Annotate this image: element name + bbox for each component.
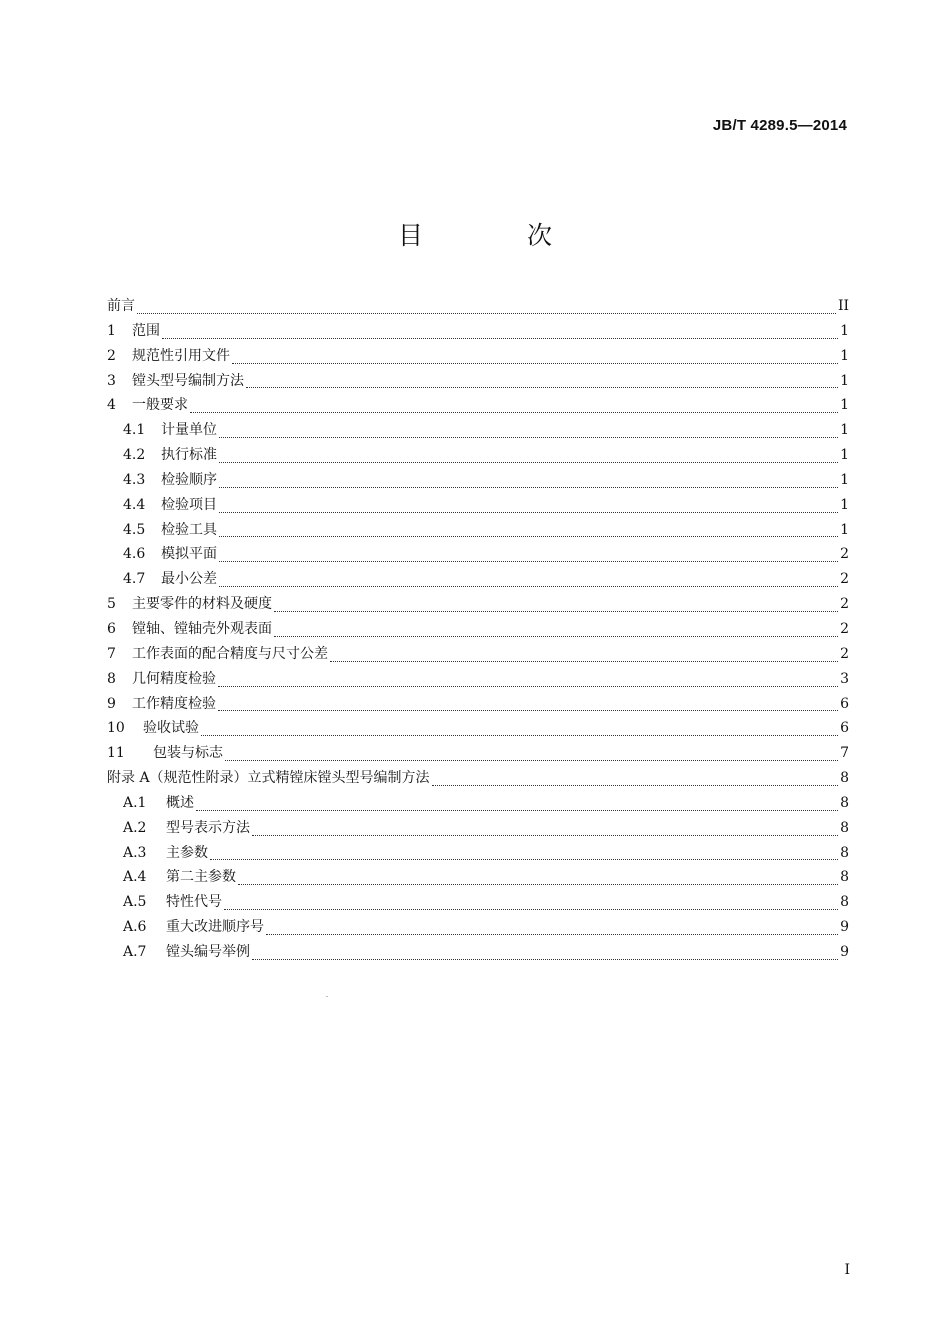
toc-dot-leader bbox=[252, 835, 838, 836]
toc-entry-number: 9 bbox=[107, 695, 116, 712]
toc-entry-number: 7 bbox=[107, 645, 116, 662]
toc-entry[interactable] bbox=[107, 468, 849, 493]
toc-entry-title: 模拟平面 bbox=[161, 546, 217, 563]
toc-entry-title: 几何精度检验 bbox=[132, 670, 216, 687]
toc-entry-title: 前言 bbox=[107, 298, 135, 314]
table-of-contents bbox=[107, 294, 849, 965]
toc-entry-page: 8 bbox=[840, 770, 849, 787]
toc-dot-leader bbox=[274, 611, 838, 612]
toc-title: 目 次 bbox=[398, 221, 600, 250]
toc-entry-number: 4.5 bbox=[123, 521, 146, 538]
toc-entry-page: 7 bbox=[840, 745, 849, 762]
toc-entry-number: 6 bbox=[107, 620, 116, 637]
toc-dot-leader bbox=[137, 313, 836, 314]
toc-entry[interactable] bbox=[107, 344, 849, 369]
toc-entry-page: II bbox=[837, 298, 849, 314]
toc-entry-page: 2 bbox=[840, 571, 849, 588]
toc-entry-title: 检验项目 bbox=[161, 496, 217, 513]
toc-entry-number: A.1 bbox=[123, 794, 147, 811]
toc-entry-number: 4.7 bbox=[123, 571, 146, 588]
toc-entry-page: 2 bbox=[840, 645, 849, 662]
toc-entry-page: 3 bbox=[840, 670, 849, 687]
toc-entry-number: 5 bbox=[107, 596, 116, 613]
toc-entry-title: 最小公差 bbox=[161, 571, 217, 588]
toc-dot-leader bbox=[219, 437, 838, 438]
toc-entry-number: 2 bbox=[107, 347, 116, 364]
toc-entry-page: 1 bbox=[840, 521, 849, 538]
toc-entry-page: 2 bbox=[840, 596, 849, 613]
toc-entry-page: 8 bbox=[840, 844, 849, 861]
toc-entry[interactable] bbox=[107, 567, 849, 592]
toc-entry[interactable] bbox=[107, 617, 849, 642]
toc-entry-title: 工作表面的配合精度与尺寸公差 bbox=[132, 645, 328, 662]
toc-dot-leader bbox=[219, 487, 838, 488]
toc-entry-title: 检验顺序 bbox=[161, 471, 217, 488]
toc-entry-number: A.3 bbox=[123, 844, 147, 861]
toc-entry-title: 镗轴、镗轴壳外观表面 bbox=[132, 620, 272, 637]
toc-entry[interactable] bbox=[107, 741, 849, 766]
toc-entry-title: 型号表示方法 bbox=[166, 819, 250, 836]
toc-dot-leader bbox=[238, 884, 838, 885]
toc-entry-number: A.7 bbox=[123, 943, 147, 960]
toc-dot-leader bbox=[432, 785, 839, 786]
toc-dot-leader bbox=[330, 661, 838, 662]
toc-entry-number: A.6 bbox=[123, 919, 147, 936]
toc-entry[interactable] bbox=[107, 493, 849, 518]
toc-entry-number: 4.1 bbox=[123, 422, 146, 439]
toc-entry-page: 1 bbox=[840, 322, 849, 339]
toc-entry-title: 概述 bbox=[166, 794, 194, 811]
toc-dot-leader bbox=[218, 686, 838, 687]
toc-dot-leader bbox=[225, 760, 838, 761]
toc-entry[interactable] bbox=[107, 890, 849, 915]
toc-dot-leader bbox=[219, 536, 838, 537]
toc-entry-page: 8 bbox=[840, 894, 849, 911]
toc-entry-title: 主要零件的材料及硬度 bbox=[132, 596, 272, 613]
toc-entry[interactable] bbox=[107, 692, 849, 717]
toc-entry-title: 验收试验 bbox=[143, 720, 199, 737]
toc-entry[interactable] bbox=[107, 816, 849, 841]
toc-dot-leader bbox=[210, 859, 838, 860]
toc-entry[interactable] bbox=[107, 841, 849, 866]
standard-number: JB/T 4289.5—2014 bbox=[712, 117, 847, 134]
toc-entry[interactable] bbox=[107, 369, 849, 394]
toc-entry[interactable] bbox=[107, 766, 849, 791]
toc-entry-page: 6 bbox=[840, 695, 849, 712]
page-number: I bbox=[844, 1262, 850, 1278]
toc-dot-leader bbox=[219, 586, 838, 587]
toc-dot-leader bbox=[266, 934, 838, 935]
toc-entry-title: 特性代号 bbox=[166, 894, 222, 911]
toc-entry[interactable] bbox=[107, 518, 849, 543]
toc-entry-title: 第二主参数 bbox=[166, 869, 236, 886]
toc-entry[interactable] bbox=[107, 865, 849, 890]
toc-entry-title: 规范性引用文件 bbox=[132, 347, 230, 364]
toc-entry[interactable] bbox=[107, 716, 849, 741]
toc-entry-page: 1 bbox=[840, 496, 849, 513]
toc-dot-leader bbox=[201, 735, 838, 736]
toc-dot-leader bbox=[219, 462, 838, 463]
toc-entry-page: 9 bbox=[840, 943, 849, 960]
toc-entry-number: A.5 bbox=[123, 894, 147, 911]
toc-entry[interactable] bbox=[107, 542, 849, 567]
toc-entry-title: 计量单位 bbox=[161, 422, 217, 439]
toc-entry-page: 8 bbox=[840, 819, 849, 836]
toc-entry[interactable] bbox=[107, 294, 849, 319]
toc-entry-number: 4 bbox=[107, 397, 116, 414]
toc-entry-number: A.2 bbox=[123, 819, 147, 836]
toc-entry-page: 1 bbox=[840, 422, 849, 439]
toc-entry-page: 1 bbox=[840, 397, 849, 414]
toc-dot-leader bbox=[190, 412, 838, 413]
toc-entry[interactable] bbox=[107, 915, 849, 940]
toc-entry-page: 1 bbox=[840, 372, 849, 389]
toc-entry-title: 执行标准 bbox=[161, 447, 217, 464]
toc-entry-page: 9 bbox=[840, 919, 849, 936]
toc-entry-number: 4.4 bbox=[123, 496, 146, 513]
toc-entry[interactable] bbox=[107, 791, 849, 816]
scan-artifact bbox=[326, 996, 328, 997]
toc-entry-page: 8 bbox=[840, 794, 849, 811]
toc-entry-page: 1 bbox=[840, 347, 849, 364]
toc-entry[interactable] bbox=[107, 642, 849, 667]
toc-entry[interactable] bbox=[107, 418, 849, 443]
toc-entry[interactable] bbox=[107, 443, 849, 468]
toc-entry-page: 6 bbox=[840, 720, 849, 737]
toc-entry[interactable] bbox=[107, 667, 849, 692]
toc-entry-title: 主参数 bbox=[166, 844, 208, 861]
toc-entry-page: 8 bbox=[840, 869, 849, 886]
toc-entry-number: 8 bbox=[107, 670, 116, 687]
toc-dot-leader bbox=[219, 561, 838, 562]
toc-dot-leader bbox=[196, 810, 838, 811]
toc-entry-title: 镗头编号举例 bbox=[166, 943, 250, 960]
toc-entry-title: 附录 A（规范性附录）立式精镗床镗头型号编制方法 bbox=[107, 770, 430, 787]
toc-entry-title: 范围 bbox=[132, 322, 160, 339]
toc-entry[interactable] bbox=[107, 592, 849, 617]
toc-entry-page: 2 bbox=[840, 546, 849, 563]
toc-entry-number: 1 bbox=[107, 322, 116, 339]
toc-entry-title: 重大改进顺序号 bbox=[166, 919, 264, 936]
toc-entry-page: 2 bbox=[840, 620, 849, 637]
toc-entry-number: 11 bbox=[107, 745, 125, 762]
toc-dot-leader bbox=[162, 338, 838, 339]
toc-entry-number: 3 bbox=[107, 372, 116, 389]
toc-entry[interactable] bbox=[107, 393, 849, 418]
toc-entry-number: 4.6 bbox=[123, 546, 146, 563]
toc-entry[interactable] bbox=[107, 940, 849, 965]
toc-entry-title: 一般要求 bbox=[132, 397, 188, 414]
toc-dot-leader bbox=[246, 387, 838, 388]
toc-dot-leader bbox=[224, 909, 838, 910]
toc-dot-leader bbox=[232, 363, 838, 364]
toc-entry-number: 10 bbox=[107, 720, 125, 737]
toc-entry-number: 4.3 bbox=[123, 471, 146, 488]
toc-dot-leader bbox=[274, 636, 838, 637]
toc-entry-number: A.4 bbox=[123, 869, 147, 886]
toc-entry-title: 检验工具 bbox=[161, 521, 217, 538]
toc-dot-leader bbox=[252, 959, 838, 960]
toc-entry-title: 镗头型号编制方法 bbox=[132, 372, 244, 389]
toc-entry-page: 1 bbox=[840, 447, 849, 464]
toc-entry[interactable] bbox=[107, 319, 849, 344]
toc-entry-number: 4.2 bbox=[123, 447, 146, 464]
toc-entry-title: 包装与标志 bbox=[153, 745, 223, 762]
toc-entry-title: 工作精度检验 bbox=[132, 695, 216, 712]
toc-entry-page: 1 bbox=[840, 471, 849, 488]
toc-dot-leader bbox=[218, 710, 838, 711]
toc-dot-leader bbox=[219, 512, 838, 513]
